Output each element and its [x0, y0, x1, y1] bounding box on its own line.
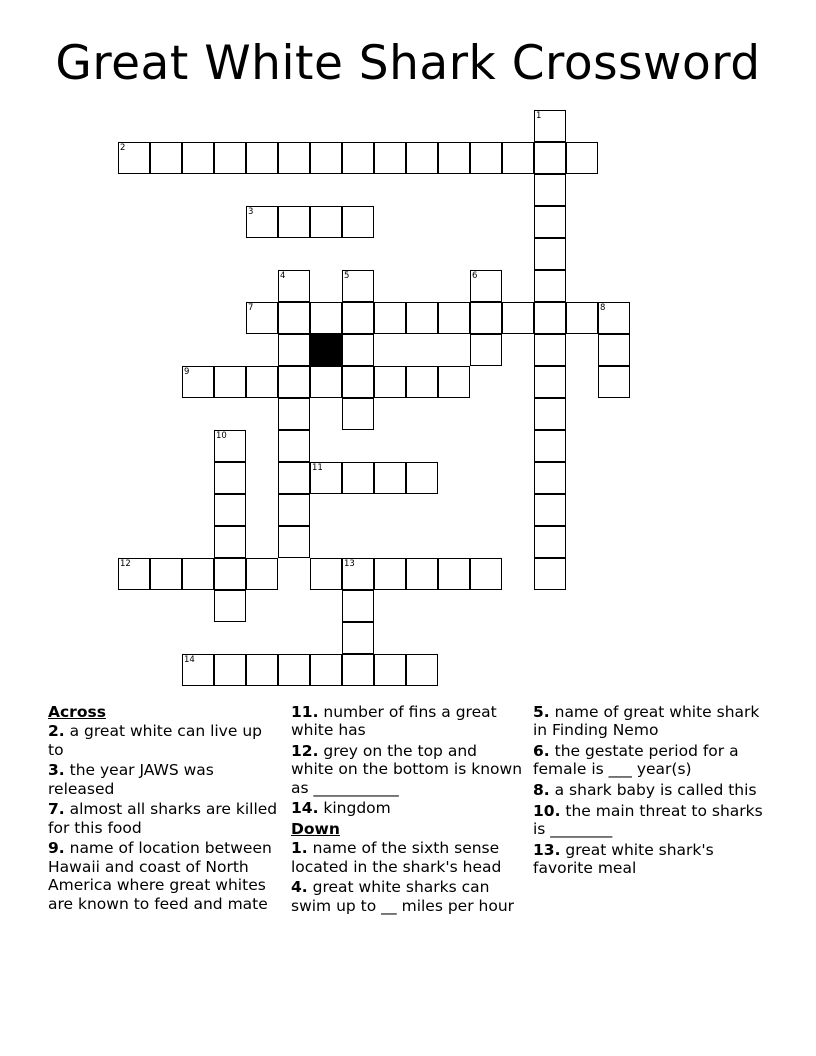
- down-clue: [291, 839, 523, 876]
- clue-number: 14.: [291, 799, 319, 818]
- grid-cell[interactable]: [310, 366, 342, 398]
- grid-cell[interactable]: [534, 238, 566, 270]
- across-clue: [48, 839, 280, 913]
- clue-number-label: 7: [248, 303, 254, 313]
- grid-cell[interactable]: [310, 654, 342, 686]
- grid-cell[interactable]: [406, 142, 438, 174]
- grid-cell[interactable]: [246, 558, 278, 590]
- grid-cell[interactable]: [342, 270, 374, 302]
- grid-cell[interactable]: [598, 334, 630, 366]
- grid-cell[interactable]: [374, 462, 406, 494]
- grid-cell[interactable]: [470, 302, 502, 334]
- grid-cell[interactable]: [438, 366, 470, 398]
- down-heading: Down: [291, 820, 340, 838]
- grid-cell[interactable]: [214, 526, 246, 558]
- grid-cell[interactable]: [214, 654, 246, 686]
- grid-cell[interactable]: [310, 462, 342, 494]
- grid-cell[interactable]: [278, 206, 310, 238]
- grid-cell[interactable]: [246, 302, 278, 334]
- black-cell: [310, 334, 342, 366]
- clue-number-label: 14: [184, 655, 195, 665]
- grid-cell[interactable]: [246, 206, 278, 238]
- grid-cell[interactable]: [118, 558, 150, 590]
- grid-cell[interactable]: [342, 622, 374, 654]
- grid-cell[interactable]: [534, 334, 566, 366]
- grid-cell[interactable]: [214, 430, 246, 462]
- clue-text: great white sharks can swim up to __ miles per hour: [291, 878, 515, 915]
- grid-cell[interactable]: [534, 174, 566, 206]
- grid-cell[interactable]: [470, 334, 502, 366]
- grid-cell[interactable]: [534, 558, 566, 590]
- clue-text: a great white can live up to: [48, 722, 262, 759]
- grid-cell[interactable]: [342, 142, 374, 174]
- clue-number: 8.: [533, 781, 550, 799]
- clue-number: 3.: [48, 761, 65, 780]
- clue-text: number of fins a great white has: [291, 703, 497, 740]
- grid-cell[interactable]: [534, 366, 566, 398]
- grid-cell[interactable]: [342, 398, 374, 430]
- clue-number: 12.: [291, 742, 319, 760]
- grid-cell[interactable]: [246, 142, 278, 174]
- clue-number: 13.: [533, 840, 561, 859]
- down-clue: [533, 841, 765, 878]
- grid-cell[interactable]: [342, 206, 374, 238]
- grid-cell[interactable]: [278, 142, 310, 174]
- grid-cell[interactable]: [278, 302, 310, 334]
- grid-cell[interactable]: [342, 590, 374, 622]
- page-title: Great White Shark Crossword: [55, 36, 761, 91]
- across-clue: [48, 761, 280, 798]
- clue-number-label: 10: [216, 431, 227, 441]
- across-clue: [291, 742, 523, 797]
- grid-cell[interactable]: [534, 430, 566, 462]
- clue-number: 11.: [291, 703, 319, 721]
- clue-text: name of great white shark in Finding Nemo: [533, 703, 760, 740]
- grid-cell[interactable]: [374, 558, 406, 590]
- grid-cell[interactable]: [534, 270, 566, 302]
- clue-column-1: [48, 703, 280, 915]
- grid-cell[interactable]: [342, 654, 374, 686]
- grid-cell[interactable]: [278, 398, 310, 430]
- across-clue: [48, 800, 280, 837]
- grid-cell[interactable]: [406, 462, 438, 494]
- clue-number-label: 13: [344, 559, 355, 569]
- clue-text: name of location between Hawaii and coast of North America where great whites are known to feed and mate: [48, 839, 272, 913]
- grid-cell[interactable]: [342, 462, 374, 494]
- grid-cell[interactable]: [374, 654, 406, 686]
- grid-cell[interactable]: [150, 142, 182, 174]
- grid-cell[interactable]: [182, 654, 214, 686]
- down-clue: [291, 878, 523, 915]
- grid-cell[interactable]: [214, 366, 246, 398]
- grid-cell[interactable]: [534, 110, 566, 142]
- grid-cell[interactable]: [342, 302, 374, 334]
- grid-cell[interactable]: [534, 206, 566, 238]
- grid-cell[interactable]: [310, 558, 342, 590]
- grid-cell[interactable]: [406, 366, 438, 398]
- grid-cell[interactable]: [502, 302, 534, 334]
- grid-cell[interactable]: [182, 142, 214, 174]
- grid-cell[interactable]: [470, 558, 502, 590]
- clue-text: great white shark's favorite meal: [533, 840, 714, 877]
- clue-number: 7.: [48, 800, 65, 819]
- across-heading: Across: [48, 703, 106, 721]
- grid-cell[interactable]: [214, 558, 246, 590]
- grid-cell[interactable]: [182, 558, 214, 590]
- clue-number-label: 11: [312, 463, 323, 473]
- grid-cell[interactable]: [278, 334, 310, 366]
- down-clue: [533, 802, 765, 839]
- clue-number-label: 8: [600, 303, 606, 313]
- grid-cell[interactable]: [502, 142, 534, 174]
- grid-cell[interactable]: [438, 142, 470, 174]
- grid-cell[interactable]: [438, 302, 470, 334]
- clue-number: 6.: [533, 742, 550, 760]
- grid-cell[interactable]: [310, 302, 342, 334]
- grid-cell[interactable]: [598, 302, 630, 334]
- grid-cell[interactable]: [310, 142, 342, 174]
- clue-text: name of the sixth sense located in the shark's head: [291, 839, 502, 876]
- grid-cell[interactable]: [118, 142, 150, 174]
- grid-cell[interactable]: [534, 526, 566, 558]
- grid-cell[interactable]: [182, 366, 214, 398]
- grid-cell[interactable]: [598, 366, 630, 398]
- grid-cell[interactable]: [278, 462, 310, 494]
- grid-cell[interactable]: [406, 302, 438, 334]
- grid-cell[interactable]: [438, 558, 470, 590]
- grid-cell[interactable]: [278, 270, 310, 302]
- grid-cell[interactable]: [406, 654, 438, 686]
- across-clue: [48, 722, 280, 759]
- across-clue: [291, 799, 523, 817]
- grid-cell[interactable]: [278, 430, 310, 462]
- grid-cell[interactable]: [534, 462, 566, 494]
- grid-cell[interactable]: [214, 142, 246, 174]
- clue-number-label: 2: [120, 143, 126, 153]
- grid-cell[interactable]: [534, 398, 566, 430]
- grid-cell[interactable]: [278, 654, 310, 686]
- grid-cell[interactable]: [534, 302, 566, 334]
- clue-number-label: 3: [248, 207, 254, 217]
- clue-text: the year JAWS was released: [48, 761, 214, 798]
- down-clue: [533, 703, 765, 740]
- clue-number-label: 6: [472, 271, 478, 281]
- grid-cell[interactable]: [246, 366, 278, 398]
- grid-cell[interactable]: [246, 654, 278, 686]
- clue-text: the gestate period for a female is ___ year(s): [533, 742, 739, 779]
- clue-number-label: 4: [280, 271, 286, 281]
- down-clue: [533, 742, 765, 779]
- clue-number: 10.: [533, 801, 561, 820]
- grid-cell[interactable]: [310, 206, 342, 238]
- clue-number: 9.: [48, 839, 65, 858]
- clue-column-2: [291, 703, 523, 917]
- grid-cell[interactable]: [214, 494, 246, 526]
- grid-cell[interactable]: [278, 366, 310, 398]
- grid-cell[interactable]: [470, 142, 502, 174]
- clue-text: kingdom: [318, 799, 391, 818]
- grid-cell[interactable]: [342, 334, 374, 366]
- down-clue: [533, 781, 765, 799]
- clue-text: grey on the top and white on the bottom is known as ___________: [291, 742, 523, 797]
- grid-cell[interactable]: [342, 558, 374, 590]
- clue-number: 5.: [533, 703, 550, 721]
- grid-cell[interactable]: [566, 142, 598, 174]
- clue-number-label: 9: [184, 367, 190, 377]
- clue-number: 4.: [291, 878, 308, 897]
- clue-column-3: [533, 703, 765, 880]
- grid-cell[interactable]: [374, 302, 406, 334]
- grid-cell[interactable]: [566, 302, 598, 334]
- grid-cell[interactable]: [342, 366, 374, 398]
- clue-number: 2.: [48, 722, 65, 741]
- grid-cell[interactable]: [534, 142, 566, 174]
- grid-cell[interactable]: [374, 366, 406, 398]
- grid-cell[interactable]: [150, 558, 182, 590]
- grid-cell[interactable]: [534, 494, 566, 526]
- clue-text: almost all sharks are killed for this food: [48, 800, 278, 837]
- grid-cell[interactable]: [214, 590, 246, 622]
- grid-cell[interactable]: [278, 526, 310, 558]
- clue-text: a shark baby is called this: [549, 781, 757, 799]
- grid-cell[interactable]: [470, 270, 502, 302]
- clue-number: 1.: [291, 839, 308, 858]
- clue-number-label: 5: [344, 271, 350, 281]
- across-clue: [291, 703, 523, 740]
- grid-cell[interactable]: [406, 558, 438, 590]
- grid-cell[interactable]: [374, 142, 406, 174]
- grid-cell[interactable]: [278, 494, 310, 526]
- clue-text: the main threat to sharks is ________: [533, 801, 763, 838]
- clue-number-label: 1: [536, 111, 542, 121]
- grid-cell[interactable]: [214, 462, 246, 494]
- clue-number-label: 12: [120, 559, 131, 569]
